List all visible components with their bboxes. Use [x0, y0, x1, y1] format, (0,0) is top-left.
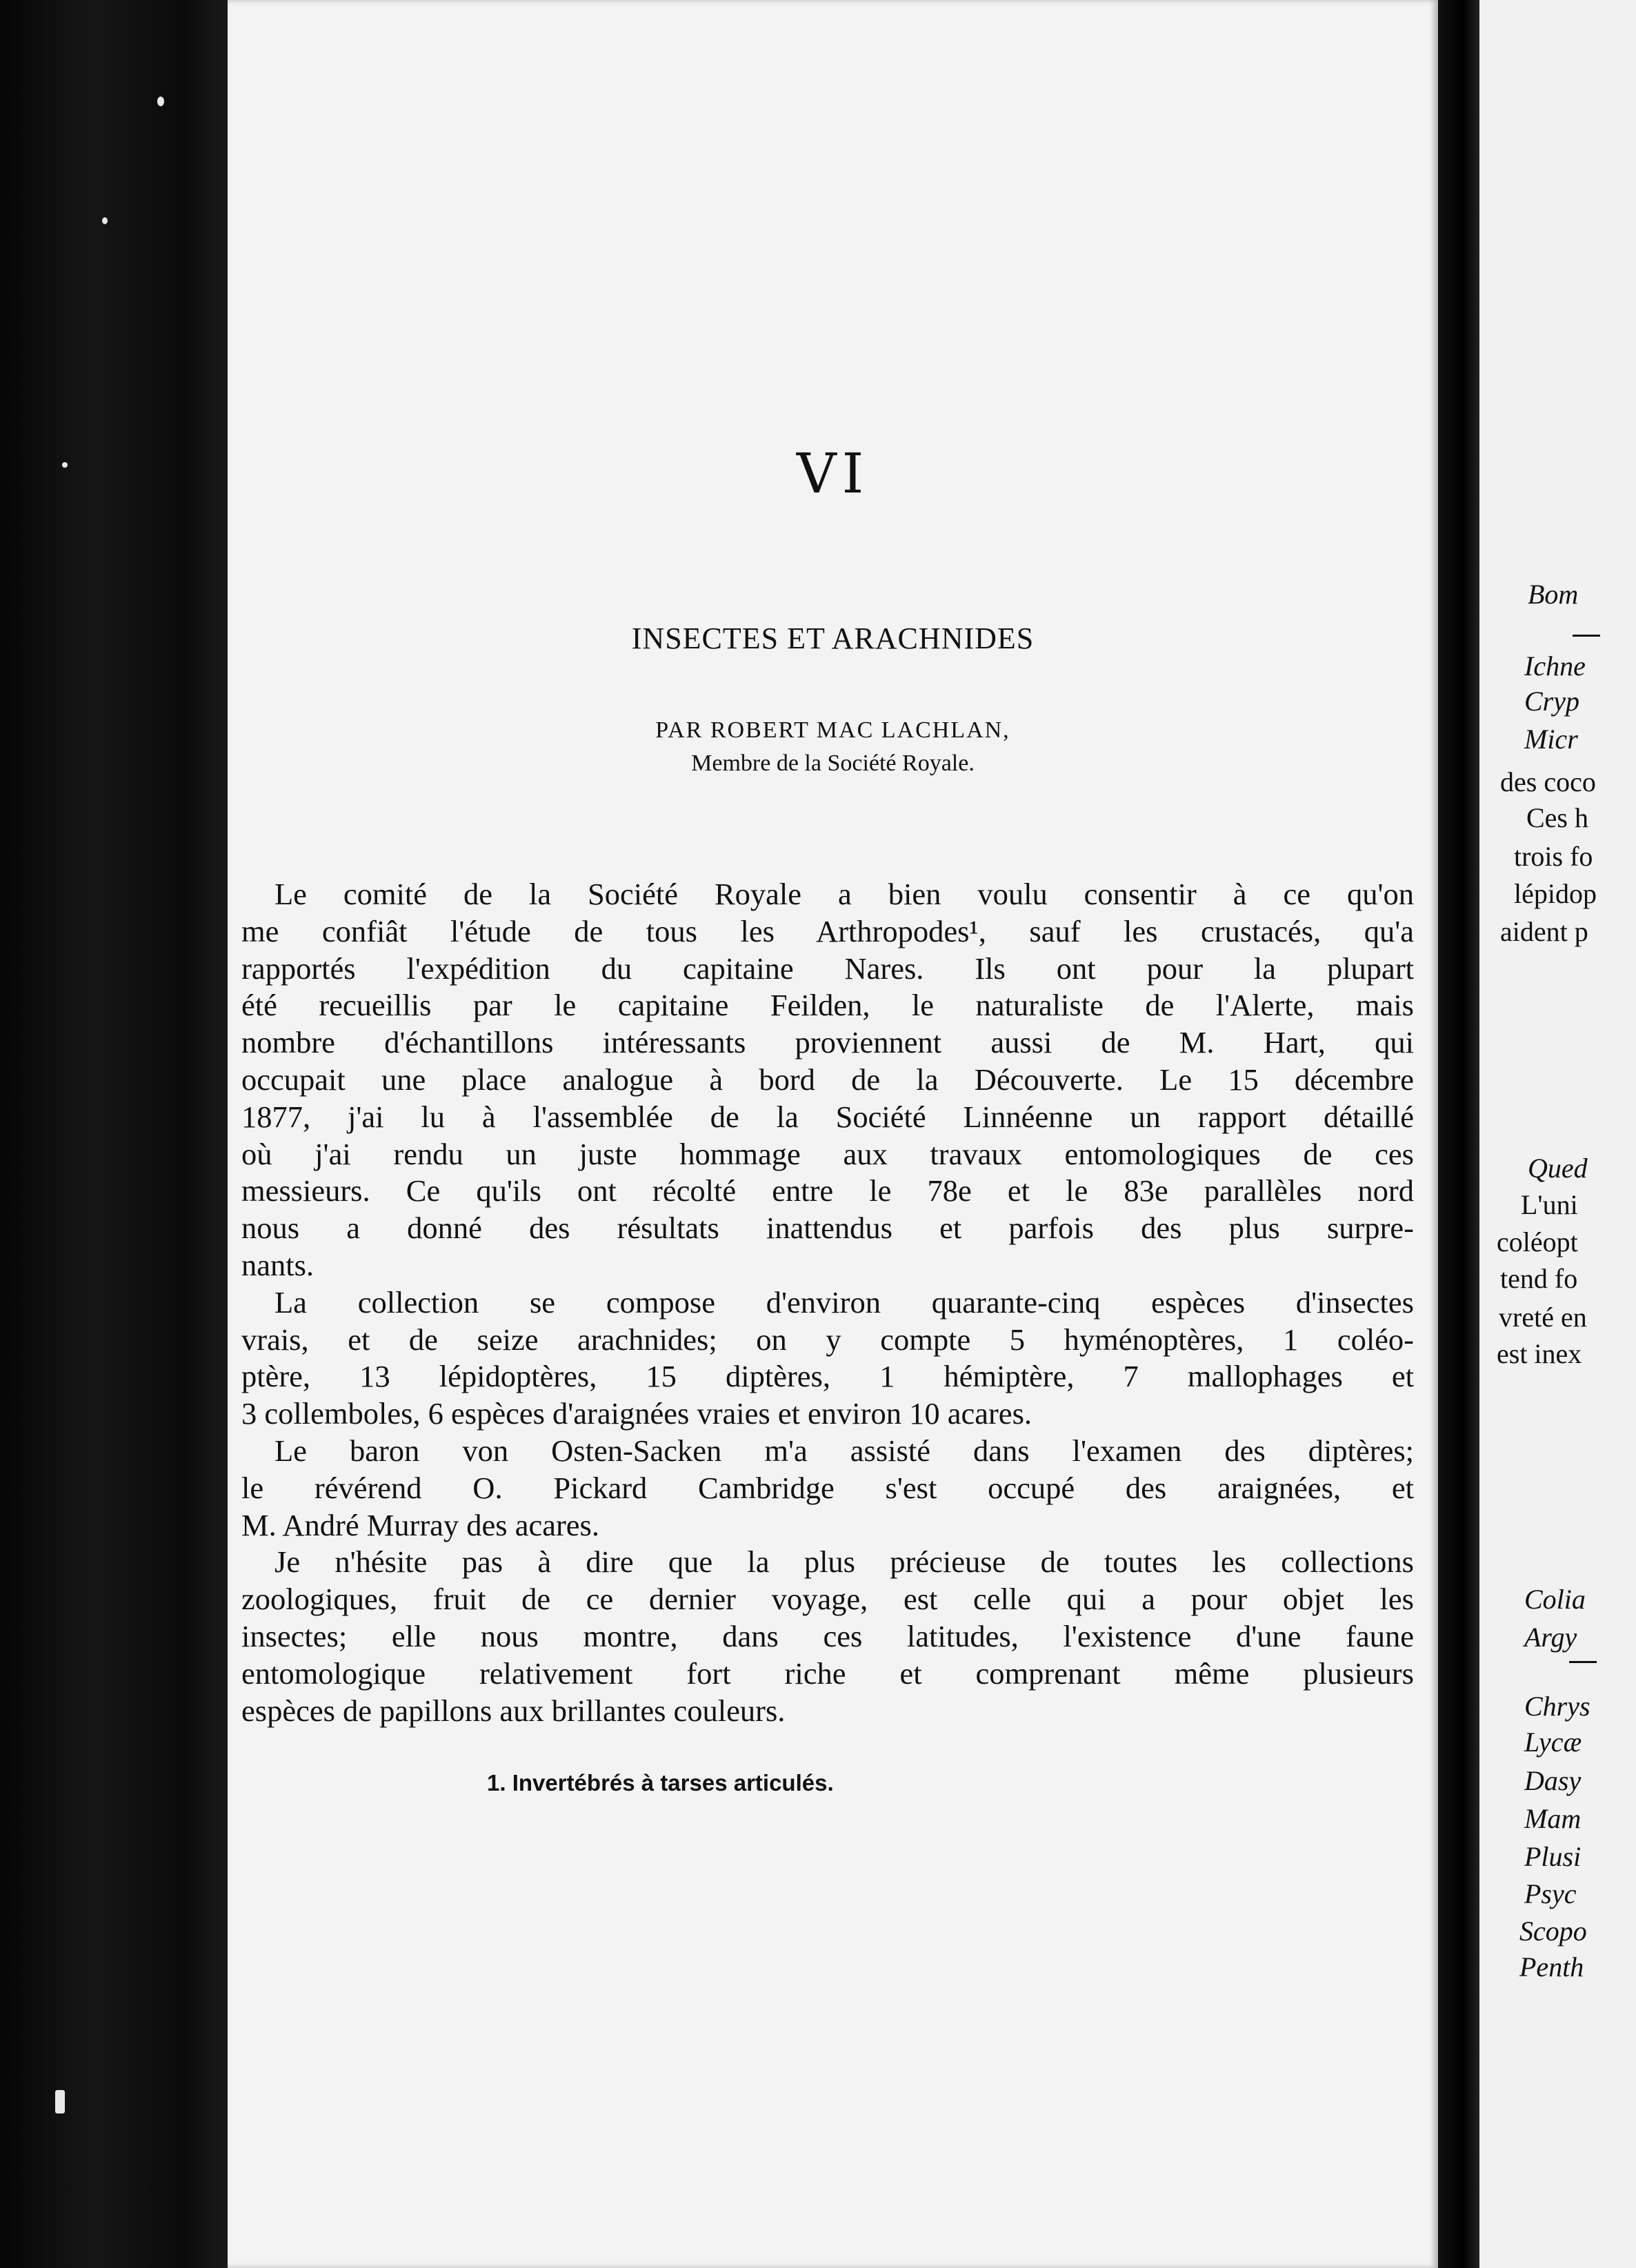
footnote: 1. Invertébrés à tarses articulés. — [487, 1770, 834, 1796]
book-page-left — [228, 0, 1438, 2268]
body-line: été recueillis par le capitaine Feilden, le naturaliste de l'Alerte, mais — [241, 988, 1414, 1023]
facing-page-line: Plusi — [1524, 1841, 1582, 1872]
facing-page-line: Psyc — [1524, 1878, 1577, 1909]
facing-page-line: Chrys — [1524, 1691, 1590, 1722]
facing-page-line: Ces h — [1526, 802, 1588, 833]
author-affiliation: Membre de la Société Royale. — [691, 750, 975, 776]
facing-page-line: Qued — [1528, 1153, 1588, 1184]
body-line: ptère, 13 lépidoptères, 15 diptères, 1 hémiptère, 7 mallophages et — [241, 1359, 1414, 1394]
scan-speck — [102, 217, 108, 224]
facing-page-line: est inex — [1497, 1338, 1582, 1369]
left-binding-edge — [0, 0, 228, 2268]
body-line: zoologiques, fruit de ce dernier voyage, est celle qui a pour objet les — [241, 1582, 1414, 1617]
facing-page-line: Cryp — [1524, 686, 1579, 717]
body-line: Le baron von Osten-Sacken m'a assisté dans l'examen des diptères; — [275, 1433, 1414, 1468]
body-line: entomologique relativement fort riche et comprenant même plusieurs — [241, 1655, 1414, 1691]
facing-page-line: tend fo — [1500, 1263, 1578, 1294]
body-line: 1877, j'ai lu à l'assemblée de la Société Linnéenne un rapport détaillé — [241, 1099, 1414, 1134]
body-line: insectes; elle nous montre, dans ces latitudes, l'existence d'une faune — [241, 1618, 1414, 1653]
body-line: espèces de papillons aux brillantes couleurs. — [241, 1693, 786, 1728]
book-page-right-partial — [1479, 0, 1636, 2268]
facing-page-dash — [1569, 1661, 1597, 1663]
body-line: me confiât l'étude de tous les Arthropodes¹, sauf les crustacés, qu'a — [241, 913, 1414, 948]
facing-page-line: Lycæ — [1524, 1727, 1582, 1758]
facing-page-line: coléopt — [1497, 1226, 1578, 1257]
body-line: M. André Murray des acares. — [241, 1507, 599, 1542]
scan-speck — [157, 97, 164, 106]
facing-page-dash — [1573, 635, 1600, 637]
body-line: La collection se compose d'environ quarante-cinq espèces d'insectes — [275, 1284, 1414, 1320]
facing-page-line: Colia — [1524, 1584, 1586, 1615]
facing-page-line: Dasy — [1524, 1765, 1582, 1796]
facing-page-line: trois fo — [1514, 841, 1593, 872]
body-line: rapportés l'expédition du capitaine Nares. Ils ont pour la plupart — [241, 951, 1414, 986]
facing-page-line: Scopo — [1519, 1916, 1587, 1947]
chapter-title: INSECTES ET ARACHNIDES — [631, 621, 1035, 655]
facing-page-line: des coco — [1500, 766, 1596, 797]
facing-page-line: Micr — [1524, 724, 1578, 755]
scan-speck — [55, 2090, 65, 2113]
body-text — [241, 876, 1414, 1729]
facing-page-line: L'uni — [1521, 1189, 1578, 1220]
facing-page-line: Bom — [1528, 579, 1579, 610]
facing-page-line: Argy — [1524, 1622, 1577, 1653]
body-line: Le comité de la Société Royale a bien voulu consentir à ce qu'on — [275, 877, 1414, 911]
facing-page-line: vreté en — [1499, 1302, 1587, 1333]
chapter-number: VI — [796, 441, 870, 506]
author-line: PAR ROBERT MAC LACHLAN, — [655, 717, 1010, 743]
body-line: nous a donné des résultats inattendus et parfois des plus surpre- — [241, 1211, 1414, 1246]
facing-page-line: aident p — [1500, 916, 1588, 947]
facing-page-line: Penth — [1519, 1951, 1584, 1982]
body-line: occupait une place analogue à bord de la Découverte. Le 15 décembre — [241, 1062, 1414, 1097]
facing-page-line: Ichne — [1524, 650, 1586, 682]
page-gutter — [1438, 0, 1479, 2268]
body-line: vrais, et de seize arachnides; on y compte 5 hyménoptères, 1 coléo- — [241, 1322, 1414, 1357]
body-line: nants. — [241, 1247, 315, 1282]
facing-page-line: Mam — [1524, 1803, 1582, 1834]
scan-speck — [62, 462, 68, 468]
body-line: nombre d'échantillons intéressants proviennent aussi de M. Hart, qui — [241, 1025, 1414, 1060]
body-line: Je n'hésite pas à dire que la plus précieuse de toutes les collections — [275, 1544, 1414, 1580]
body-line: messieurs. Ce qu'ils ont récolté entre le 78e et le 83e parallèles nord — [241, 1173, 1414, 1208]
body-line: 3 collemboles, 6 espèces d'araignées vraies et environ 10 acares. — [241, 1396, 1033, 1431]
body-line: où j'ai rendu un juste hommage aux travaux entomologiques de ces — [241, 1136, 1414, 1171]
facing-page-line: lépidop — [1514, 878, 1597, 909]
body-line: le révérend O. Pickard Cambridge s'est occupé des araignées, et — [241, 1470, 1414, 1505]
